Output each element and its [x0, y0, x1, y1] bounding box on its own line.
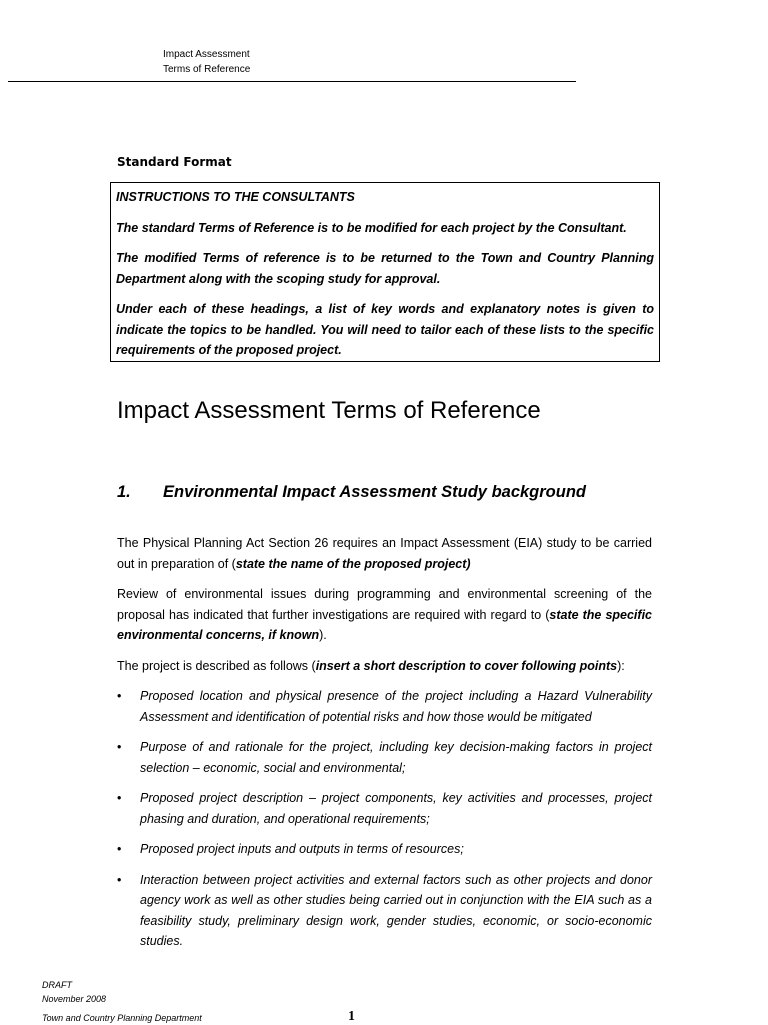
p3-text: The project is described as follows (	[117, 658, 316, 673]
body-paragraph-1	[117, 533, 652, 574]
footer-department: Town and Country Planning Department	[42, 1013, 202, 1023]
body-paragraph-3	[117, 656, 652, 677]
section-body	[117, 533, 652, 962]
instructions-paragraph-3: Under each of these headings, a list of key words and explanatory notes is given to indicate the topics to be handled. You will need to tailor each of these lists to the specific requirements of the proposed project.	[116, 302, 654, 357]
bullet-icon: •	[117, 791, 122, 805]
page-number: 1	[348, 1009, 355, 1024]
instructions-heading: INSTRUCTIONS TO THE CONSULTANTS	[116, 190, 355, 204]
footer-draft: DRAFT	[42, 980, 72, 990]
list-item-text: Proposed location and physical presence of the project including a Hazard Vulnerability Assessment and identification of potential risks and how those would be mitigated	[140, 689, 652, 724]
header-line-1: Impact Assessment	[163, 49, 250, 60]
bullet-icon: •	[117, 842, 122, 856]
list-item	[117, 839, 652, 860]
document-title: Impact Assessment Terms of Reference	[117, 397, 541, 424]
instructions-paragraph-2: The modified Terms of reference is to be returned to the Town and Country Planning Department along with the scoping study for approval.	[116, 251, 654, 286]
list-item-text: Purpose of and rationale for the project, including key decision-making factors in project selection – economic, social and environmental;	[140, 740, 652, 775]
running-header	[163, 47, 250, 77]
p1-text: The Physical Planning Act Section 26 requires an Impact Assessment (EIA) study to be carried out in preparation of (	[117, 536, 652, 571]
standard-format-label: Standard Format	[117, 155, 232, 169]
list-item	[117, 870, 652, 952]
section-title: Environmental Impact Assessment Study background	[163, 483, 586, 501]
list-item	[117, 788, 652, 829]
footer-date: November 2008	[42, 994, 107, 1004]
p2-text: Review of environmental issues during programming and environmental screening of the proposal has indicated that further investigations are required with regard to (	[117, 587, 652, 622]
instructions-paragraph-1: The standard Terms of Reference is to be modified for each project by the Consultant.	[116, 220, 627, 235]
bullet-icon: •	[117, 740, 122, 754]
instructions-box	[110, 182, 660, 362]
p3-placeholder: insert a short description to cover following points	[315, 658, 618, 673]
body-paragraph-2	[117, 584, 652, 646]
list-item-text: Proposed project inputs and outputs in terms of resources;	[140, 842, 464, 856]
bullet-icon: •	[117, 872, 122, 887]
section-heading	[117, 483, 586, 502]
p1-placeholder: state the name of the proposed project)	[235, 556, 471, 571]
bullet-icon: •	[117, 689, 122, 703]
section-number: 1.	[117, 483, 131, 501]
p3-end: ):	[617, 658, 625, 673]
list-item	[117, 737, 652, 778]
p2-end: ).	[319, 628, 327, 642]
p2-placeholder: state the specific environmental concerns, if known	[117, 607, 652, 642]
bullet-list	[117, 686, 652, 952]
header-line-2: Terms of Reference	[163, 64, 251, 75]
list-item-text: Proposed project description – project components, key activities and processes, project phasing and duration, and operational requirements;	[140, 791, 652, 826]
header-rule	[8, 81, 576, 82]
list-item-text: Interaction between project activities and external factors such as other projects and donor agency work as well as other studies being carried out in conjunction with the EIA such as a feasibility study, preliminary design work, gender studies, economic, or socio-economic studies.	[140, 872, 652, 948]
list-item	[117, 686, 652, 727]
